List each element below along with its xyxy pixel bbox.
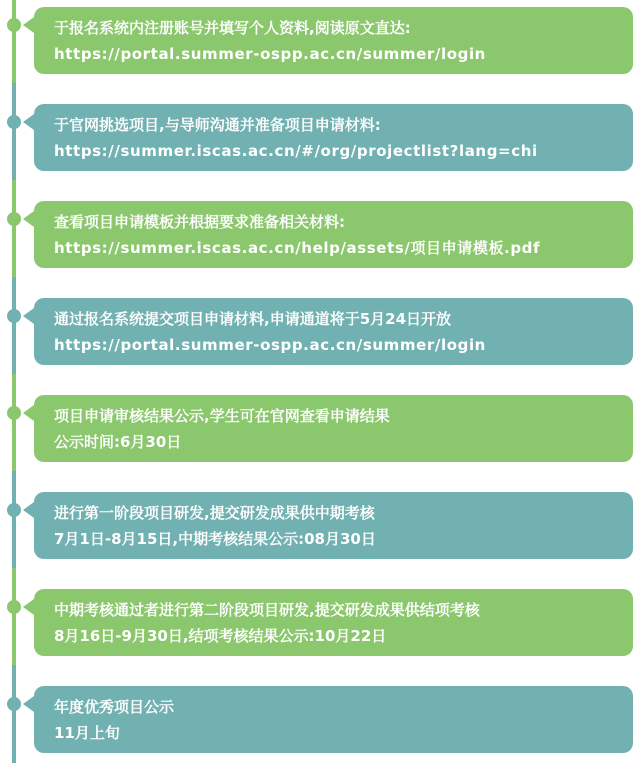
timeline-dot: [7, 600, 21, 614]
step-url-link[interactable]: https://portal.summer-ospp.ac.cn/summer/login: [54, 336, 486, 354]
step-card: [34, 686, 633, 753]
bubble-pointer-icon: [23, 17, 34, 33]
timeline-dot: [7, 697, 21, 711]
step-description: 进行第一阶段项目研发,提交研发成果供中期考核: [54, 504, 375, 522]
step-date-info: 公示时间:6月30日: [54, 433, 182, 451]
timeline-step-application-template: [0, 201, 640, 268]
step-date-info: 7月1日-8月15日,中期考核结果公示:08月30日: [54, 530, 376, 548]
timeline-step-submit-application: [0, 298, 640, 365]
bubble-pointer-icon: [23, 502, 34, 518]
timeline-step-annual-award: [0, 686, 640, 753]
timeline-dot: [7, 406, 21, 420]
timeline-step-review-result: [0, 395, 640, 462]
bubble-pointer-icon: [23, 599, 34, 615]
step-card: [34, 7, 633, 74]
step-description: 于官网挑选项目,与导师沟通并准备项目申请材料:: [54, 116, 381, 134]
timeline-dot: [7, 115, 21, 129]
step-description: 通过报名系统提交项目申请材料,申请通道将于5月24日开放: [54, 310, 452, 328]
step-card: [34, 492, 633, 559]
timeline-step-select-project: [0, 104, 640, 171]
timeline-rail-segment: [12, 665, 16, 763]
timeline-rail-segment: [12, 83, 16, 180]
step-description: 中期考核通过者进行第二阶段项目研发,提交研发成果供结项考核: [54, 601, 480, 619]
step-description: 年度优秀项目公示: [54, 698, 175, 716]
step-description: 项目申请审核结果公示,学生可在官网查看申请结果: [54, 407, 390, 425]
timeline-rail-segment: [12, 471, 16, 568]
step-card: [34, 104, 633, 171]
step-date-info: 8月16日-9月30日,结项考核结果公示:10月22日: [54, 627, 387, 645]
step-description: 查看项目申请模板并根据要求准备相关材料:: [54, 213, 346, 231]
bubble-pointer-icon: [23, 114, 34, 130]
timeline-rail-segment: [12, 568, 16, 665]
timeline-dot: [7, 309, 21, 323]
step-date-info: 11月上旬: [54, 724, 120, 742]
timeline-rail-segment: [12, 0, 16, 83]
timeline-rail-segment: [12, 180, 16, 277]
timeline-step-phase2-development: [0, 589, 640, 656]
step-card: [34, 589, 633, 656]
timeline-rail-segment: [12, 277, 16, 374]
timeline-rail-segment: [12, 374, 16, 471]
step-description: 于报名系统内注册账号并填写个人资料,阅读原文直达:: [54, 19, 411, 37]
step-card: [34, 201, 633, 268]
timeline-dot: [7, 503, 21, 517]
step-card: [34, 395, 633, 462]
bubble-pointer-icon: [23, 696, 34, 712]
step-url-link[interactable]: https://portal.summer-ospp.ac.cn/summer/login: [54, 45, 486, 63]
timeline-dot: [7, 18, 21, 32]
timeline-step-phase1-development: [0, 492, 640, 559]
timeline-step-register: [0, 7, 640, 74]
bubble-pointer-icon: [23, 405, 34, 421]
bubble-pointer-icon: [23, 211, 34, 227]
step-card: [34, 298, 633, 365]
step-url-link[interactable]: https://summer.iscas.ac.cn/help/assets/项目申请模板.pdf: [54, 239, 541, 257]
step-url-link[interactable]: https://summer.iscas.ac.cn/#/org/projectlist?lang=chi: [54, 142, 538, 160]
timeline-dot: [7, 212, 21, 226]
bubble-pointer-icon: [23, 308, 34, 324]
